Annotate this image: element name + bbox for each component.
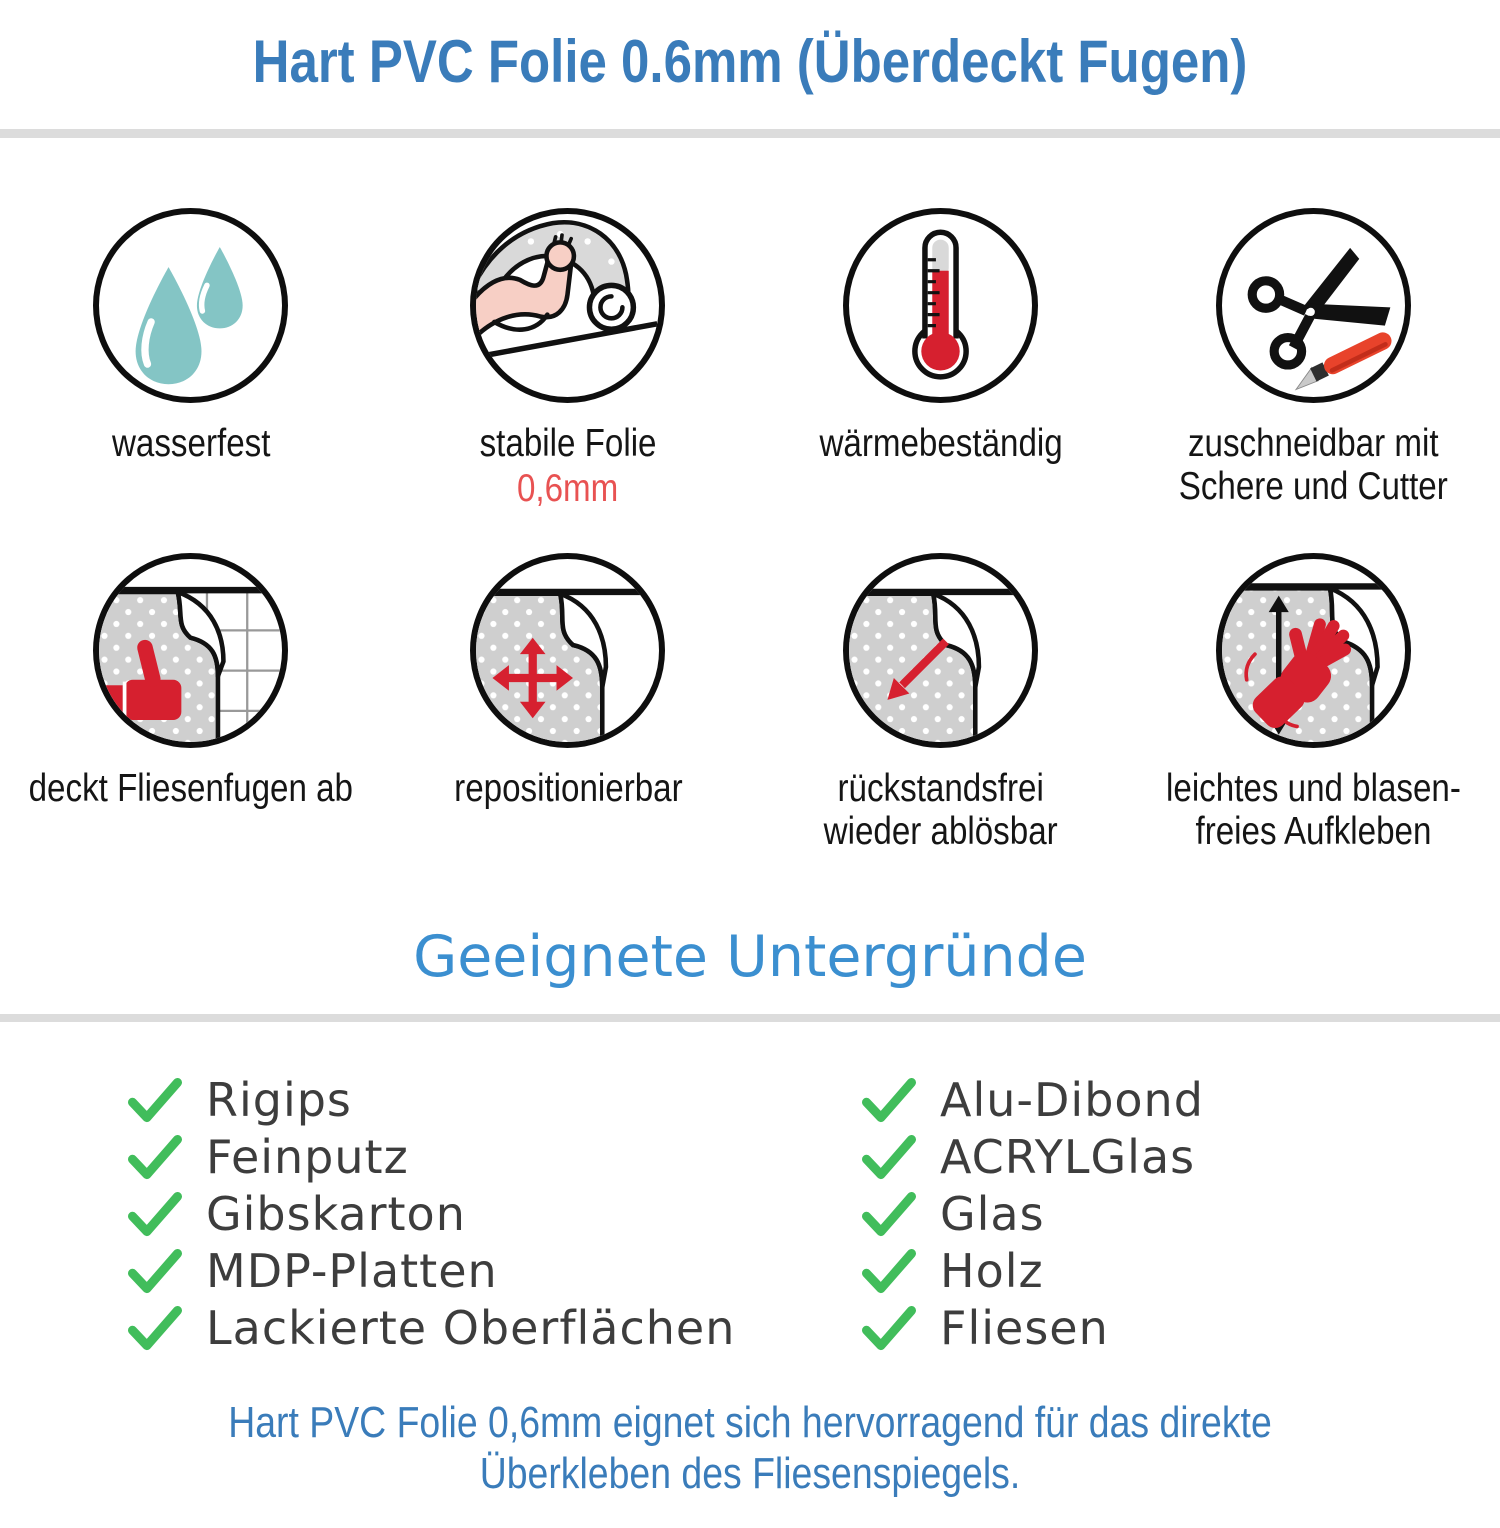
feature-sublabel xyxy=(508,468,627,511)
surface-label: Gibskarton xyxy=(206,1187,466,1242)
check-icon xyxy=(128,1135,182,1180)
feature-sublabel-text: 0,6mm xyxy=(517,467,619,511)
feature-label-line: Schere und Cutter xyxy=(1179,465,1449,509)
move-arrows-foil-icon xyxy=(476,559,659,742)
surface-item xyxy=(128,1301,750,1356)
feature-label xyxy=(434,768,703,811)
check-icon xyxy=(862,1078,916,1123)
surface-label: Alu-Dibond xyxy=(940,1073,1204,1128)
check-icon xyxy=(862,1135,916,1180)
surfaces-columns xyxy=(0,1073,1500,1356)
feature-deckt-fliesenfugen xyxy=(0,553,382,854)
surface-label: MDP-Platten xyxy=(206,1244,498,1299)
feature-label xyxy=(1155,423,1472,509)
feature-label-line: rückstandsfrei xyxy=(837,766,1044,810)
feature-label-line: wasserfest xyxy=(111,422,271,466)
surface-label: Feinputz xyxy=(206,1130,409,1185)
feature-label xyxy=(798,423,1084,466)
feature-circle xyxy=(470,553,665,748)
surface-item xyxy=(128,1244,750,1299)
feature-circle xyxy=(470,208,665,403)
surface-item xyxy=(862,1301,1500,1356)
surface-label: Rigips xyxy=(206,1073,352,1128)
check-icon xyxy=(862,1306,916,1351)
feature-repositionierbar xyxy=(382,553,755,854)
section-title-text: Geeignete Untergründe xyxy=(413,923,1087,990)
surface-label: Fliesen xyxy=(940,1301,1109,1356)
surface-label: Lackierte Oberflächen xyxy=(206,1301,736,1356)
check-icon xyxy=(128,1306,182,1351)
feature-circle xyxy=(843,208,1038,403)
surface-label: Glas xyxy=(940,1187,1045,1242)
feature-circle xyxy=(843,553,1038,748)
feature-label xyxy=(803,768,1078,854)
feature-label-line: zuschneidbar mit xyxy=(1188,422,1439,466)
scissors-and-cutter-icon xyxy=(1222,214,1405,397)
feature-circle xyxy=(1216,553,1411,748)
smoothing-hand-icon xyxy=(1222,559,1405,742)
feature-wasserfest xyxy=(0,208,382,511)
surface-item xyxy=(862,1187,1500,1242)
surface-item xyxy=(862,1244,1500,1299)
divider-bar-top xyxy=(0,129,1500,138)
surface-label: ACRYLGlas xyxy=(940,1130,1196,1185)
feature-circle xyxy=(1216,208,1411,403)
feature-label-line: repositionierbar xyxy=(453,766,683,810)
surface-item xyxy=(862,1073,1500,1128)
footer-line: Überkleben des Fliesenspiegels. xyxy=(479,1449,1021,1499)
feature-label-line: wärmebeständig xyxy=(819,422,1063,466)
feature-stabile-folie xyxy=(382,208,755,511)
page-title-text: Hart PVC Folie 0.6mm (Überdeckt Fugen) xyxy=(252,28,1248,95)
feature-circle xyxy=(93,208,288,403)
surfaces-list-right xyxy=(750,1073,1500,1356)
check-icon xyxy=(862,1192,916,1237)
surfaces-list-left xyxy=(0,1073,750,1356)
divider-bar-middle xyxy=(0,1014,1500,1022)
strong-arm-foil-roll-icon xyxy=(476,214,659,397)
surface-item xyxy=(128,1130,750,1185)
peel-off-arrow-icon xyxy=(849,559,1032,742)
check-icon xyxy=(862,1249,916,1294)
check-icon xyxy=(128,1249,182,1294)
feature-label-line: leichtes und blasen- xyxy=(1166,766,1462,810)
feature-label xyxy=(0,768,382,811)
check-icon xyxy=(128,1078,182,1123)
surface-item xyxy=(128,1073,750,1128)
water-drops-icon xyxy=(99,214,282,397)
feature-zuschneidbar xyxy=(1127,208,1500,511)
thermometer-icon xyxy=(849,214,1032,397)
surface-label: Holz xyxy=(940,1244,1044,1299)
surface-item xyxy=(128,1187,750,1242)
feature-label xyxy=(1140,768,1487,854)
feature-rueckstandsfrei xyxy=(754,553,1127,854)
feature-label-line: freies Aufkleben xyxy=(1195,809,1432,853)
feature-label xyxy=(98,423,284,466)
section-title xyxy=(0,923,1500,990)
surface-item xyxy=(862,1130,1500,1185)
feature-leichtes-aufkleben xyxy=(1127,553,1500,854)
footer-line: Hart PVC Folie 0,6mm eignet sich hervorragend für das direkte xyxy=(228,1398,1272,1448)
page-title xyxy=(0,28,1500,95)
feature-label-line: wieder ablösbar xyxy=(823,809,1058,853)
thumbs-up-tile-cover-icon xyxy=(99,559,282,742)
feature-circle xyxy=(93,553,288,748)
features-grid xyxy=(0,208,1500,854)
feature-label-line: deckt Fliesenfugen ab xyxy=(28,766,353,810)
footer-note xyxy=(0,1398,1500,1499)
check-icon xyxy=(128,1192,182,1237)
feature-label xyxy=(464,423,672,466)
feature-waermebestaendig xyxy=(754,208,1127,511)
feature-label-line: stabile Folie xyxy=(479,422,657,466)
